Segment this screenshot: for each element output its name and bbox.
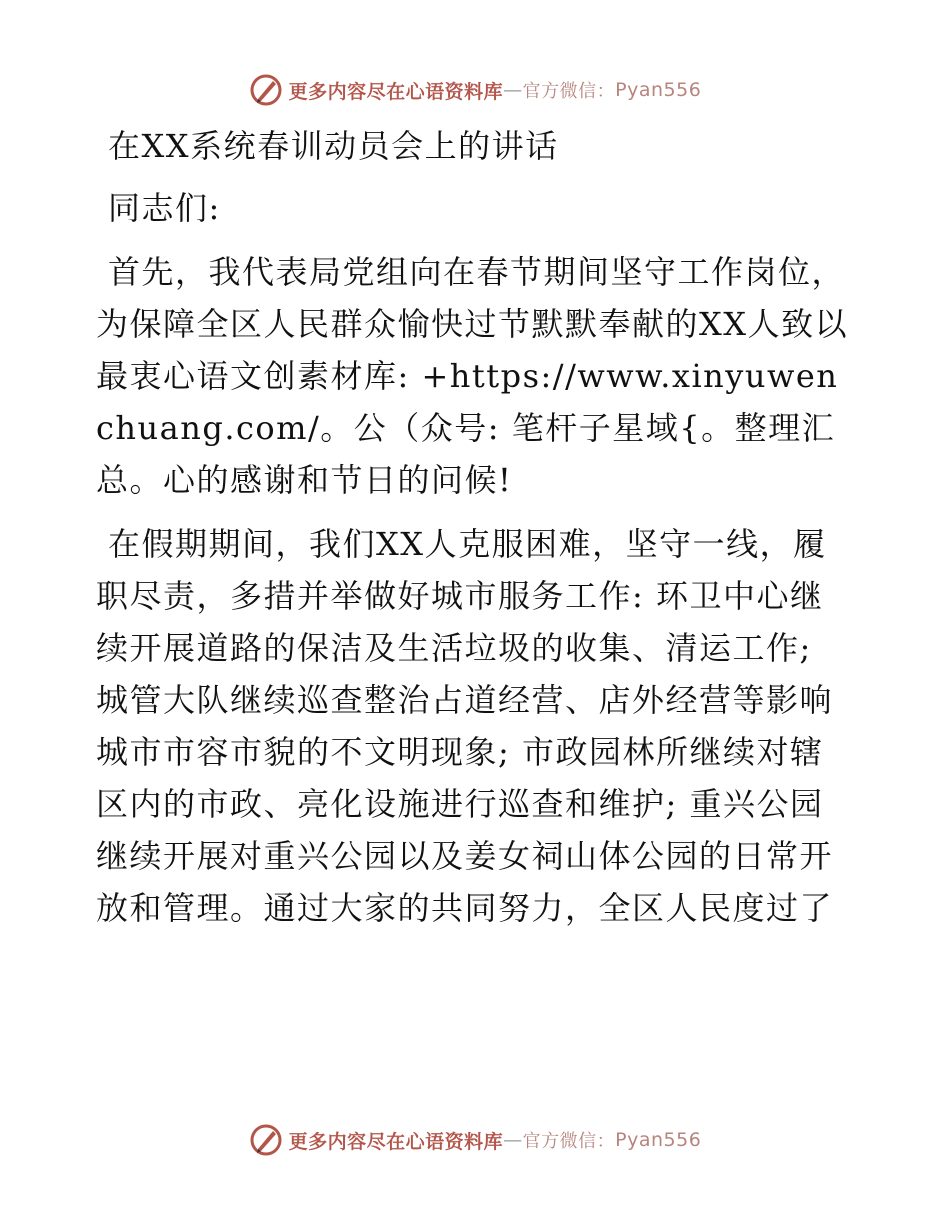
paragraph-1: 首先，我代表局党组向在春节期间坚守工作岗位，为保障全区人民群众愉快过节默默奉献的XX人致以最衷心语文创素材库: +https://www.xinyuwenchuang.com/。公（众号: 笔杆子星域{。整理汇总。心的感谢和节日的问候! xyxy=(96,253,849,499)
document-body xyxy=(96,120,856,946)
watermark-wechat-label: 官方微信： xyxy=(522,81,616,102)
paragraph-2: 在假期期间，我们XX人克服困难，坚守一线，履职尽责，多措并举做好城市服务工作: 环卫中心继续开展道路的保洁及生活垃圾的收集、清运工作; 城管大队继续巡查整治占道经营、店外经营等影响城市市容市貌的不文明现象; 市政园林所继续对辖区内的市政、亮化设施进行巡查和维护; 重兴公园继续开展对重兴公园以及姜女祠山体公园的日常开放和管理。通过大家的共同努力，全区人民度过了 xyxy=(96,525,834,927)
watermark-site-name: 更多内容尽在心语资料库 xyxy=(288,80,504,103)
watermark-dash: — xyxy=(503,79,523,101)
document-title: 在XX系统春训动员会上的讲话 xyxy=(108,127,559,165)
watermark-wechat-id: Pyan556 xyxy=(615,1129,702,1151)
watermark-wechat-label: 官方微信： xyxy=(522,1131,616,1152)
quill-circle-logo-icon xyxy=(249,73,283,107)
watermark-wechat-id: Pyan556 xyxy=(615,79,702,101)
salutation: 同志们: xyxy=(108,189,221,227)
quill-circle-logo-icon xyxy=(249,1123,283,1157)
watermark-site-name: 更多内容尽在心语资料库 xyxy=(288,1130,504,1153)
header-watermark xyxy=(0,70,950,110)
footer-watermark xyxy=(0,1120,950,1160)
watermark-dash: — xyxy=(503,1129,523,1151)
